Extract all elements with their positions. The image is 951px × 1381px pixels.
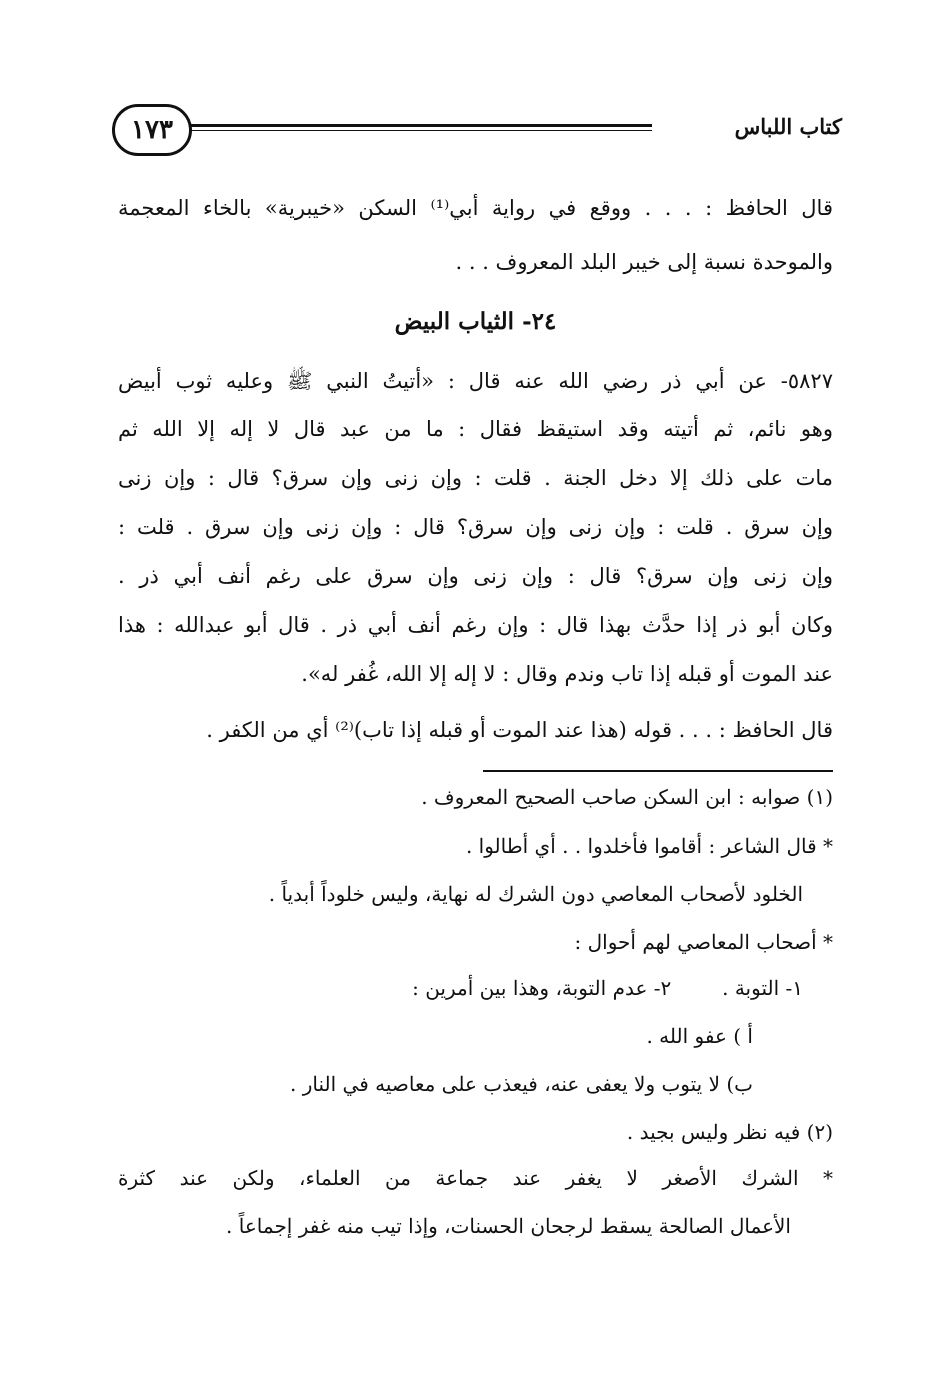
hadith-line: وهو نائم، ثم أتيته وقد استيقظ فقال : ما من عبد قال لا إله إلا الله ثم: [118, 417, 833, 441]
hadith-line: وإن سرق . قلت : وإن زنى وإن سرق؟ قال : وإن زنى وإن سرق . قلت :: [118, 515, 833, 539]
header-rule: [190, 124, 652, 131]
hafidh-comment: قال الحافظ : . . . قوله (هذا عند الموت أو قبله إذا تاب)⁽²⁾ أي من الكفر .: [206, 718, 833, 742]
footnote-line: * الشرك الأصغر لا يغفر عند جماعة من العلماء، ولكن عند كثرة: [118, 1166, 833, 1190]
intro-line-2: والموحدة نسبة إلى خيبر البلد المعروف . . .: [455, 250, 833, 274]
footnote-line: أ ) عفو الله .: [646, 1024, 753, 1048]
footnote-line: * أصحاب المعاصي لهم أحوال :: [574, 930, 833, 954]
footnote-line: ١- التوبة . ٢- عدم التوبة، وهذا بين أمرين :: [412, 976, 803, 1000]
page-header: [112, 98, 842, 160]
hadith-line: وكان أبو ذر إذا حدَّث بهذا قال : وإن رغم أنف أبي ذر . قال أبو عبدالله : هذا: [118, 613, 833, 637]
book-title: كتاب اللباس: [734, 114, 842, 139]
page-number: ١٧٣: [112, 104, 192, 156]
hadith-line: ٥٨٢٧- عن أبي ذر رضي الله عنه قال : «أتيتُ النبي ﷺ وعليه ثوب أبيض: [118, 369, 833, 393]
footnote-line: الأعمال الصالحة يسقط لرجحان الحسنات، وإذا تيب منه غفر إجماعاً .: [226, 1214, 791, 1238]
footnote-line: ب) لا يتوب ولا يعفى عنه، فيعذب على معاصيه في النار .: [290, 1072, 753, 1096]
hadith-line: عند الموت أو قبله إذا تاب وندم وقال : لا إله إلا الله، غُفر له».: [301, 662, 833, 686]
hadith-line: وإن زنى وإن سرق؟ قال : وإن زنى وإن سرق على رغم أنف أبي ذر .: [118, 564, 833, 588]
footnote-line: (١) صوابه : ابن السكن صاحب الصحيح المعروف .: [421, 785, 833, 809]
footnote-line: الخلود لأصحاب المعاصي دون الشرك له نهاية، وليس خلوداً أبدياً .: [268, 882, 803, 906]
section-heading: ٢٤- الثياب البيض: [394, 308, 557, 335]
footnote-line: (٢) فيه نظر وليس بجيد .: [626, 1120, 833, 1144]
intro-line-1: قال الحافظ : . . . ووقع في رواية أبي⁽¹⁾ السكن «خيبرية» بالخاء المعجمة: [118, 196, 833, 220]
footnote-separator: [483, 770, 833, 772]
hadith-line: مات على ذلك إلا دخل الجنة . قلت : وإن زنى وإن سرق؟ قال : وإن زنى: [118, 466, 833, 490]
footnote-line: * قال الشاعر : أقاموا فأخلدوا . . أي أطالوا .: [465, 834, 833, 858]
